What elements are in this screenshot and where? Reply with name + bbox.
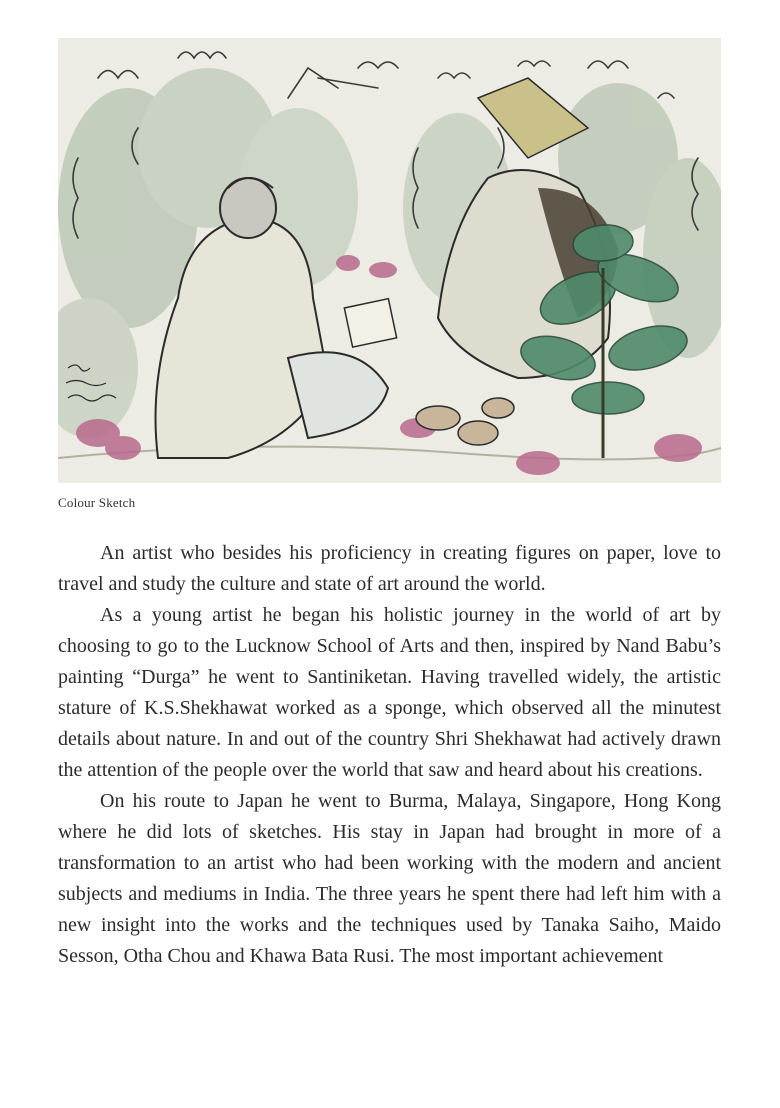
colour-sketch-figure — [58, 38, 721, 483]
watercolour-sketch-illustration — [58, 38, 721, 483]
figure-caption: Colour Sketch — [58, 495, 136, 510]
paragraph-2: As a young artist he began his holistic journey in the world of art by choosing to go to the Lucknow School of Arts and then, inspired by Nand Babu’s painting “Durga” he went to Santiniketan. Having travelled widely, the artistic stature of K.S.Shekhawat worked as a sponge, which observed all the minutest details about nature. In and out of the country Shri Shekhawat had actively drawn the attention of the people over the world that saw and heard about his creations. — [58, 604, 721, 781]
body-text — [58, 538, 721, 972]
paragraph-1: An artist who besides his proficiency in creating figures on paper, love to travel and study the culture and state of art around the world. — [58, 542, 721, 595]
paragraph-3: On his route to Japan he went to Burma, Malaya, Singapore, Hong Kong where he did lots of sketches. His stay in Japan had brought in more of a transformation to an artist who had been working with the modern and ancient subjects and mediums in India. The three years he spent there had left him with a new insight into the works and the techniques used by Tanaka Saiho, Maido Sesson, Otha Chou and Khawa Bata Rusi. The most important achievement — [58, 790, 721, 967]
